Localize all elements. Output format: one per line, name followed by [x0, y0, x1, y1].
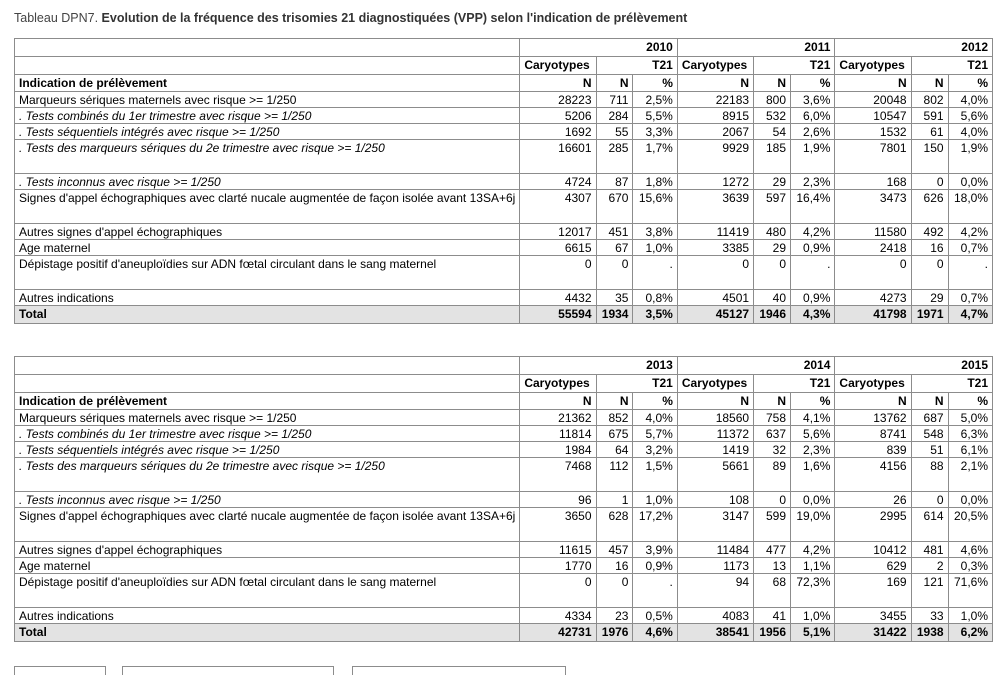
table-cell: 1,0% — [948, 608, 992, 624]
table-cell: . — [948, 256, 992, 290]
total-cell: 31422 — [835, 624, 911, 642]
blank-label-cell — [15, 375, 520, 393]
table-cell: 0 — [835, 256, 911, 290]
table-cell: 0 — [677, 256, 753, 290]
table-cell: 16601 — [520, 140, 596, 174]
sheet-tab-3[interactable] — [352, 666, 566, 675]
total-cell: 4,3% — [791, 306, 835, 324]
table-cell: 1,5% — [633, 458, 677, 492]
table-cell: 64 — [596, 442, 633, 458]
table-cell: 32 — [754, 442, 791, 458]
table-cell: . — [633, 256, 677, 290]
table-cell: 19,0% — [791, 508, 835, 542]
table-cell: 5,7% — [633, 426, 677, 442]
table-cell: 10547 — [835, 108, 911, 124]
table-cell: 591 — [911, 108, 948, 124]
table-cell: 6,0% — [791, 108, 835, 124]
year-header: 2010 — [520, 39, 678, 57]
table-cell: 477 — [754, 542, 791, 558]
table-cell: 3,8% — [633, 224, 677, 240]
year-header-row — [15, 357, 993, 375]
table-cell: 670 — [596, 190, 633, 224]
n-header: N — [677, 75, 753, 92]
total-label: Total — [15, 306, 520, 324]
table-cell: 7468 — [520, 458, 596, 492]
total-cell: 1946 — [754, 306, 791, 324]
n-header: N — [596, 393, 633, 410]
year-header-row — [15, 39, 993, 57]
year-header: 2011 — [677, 39, 835, 57]
table-cell: 0,9% — [633, 558, 677, 574]
table-cell: 1,1% — [791, 558, 835, 574]
row-label: . Tests séquentiels intégrés avec risque >= 1/250 — [15, 442, 520, 458]
table-cell: 11580 — [835, 224, 911, 240]
table-cell: 6,1% — [948, 442, 992, 458]
indication-header: Indication de prélèvement — [15, 393, 520, 410]
table-row — [15, 426, 993, 442]
n-header: N — [835, 393, 911, 410]
caryotypes-header: Caryotypes — [677, 375, 753, 393]
table-cell: 284 — [596, 108, 633, 124]
table-cell: 0 — [754, 492, 791, 508]
table-row — [15, 240, 993, 256]
table-row — [15, 458, 993, 492]
table-cell: 5,0% — [948, 410, 992, 426]
total-cell: 6,2% — [948, 624, 992, 642]
table-cell: 18560 — [677, 410, 753, 426]
table-cell: 1770 — [520, 558, 596, 574]
row-label: . Tests des marqueurs sériques du 2e trimestre avec risque >= 1/250 — [15, 458, 520, 492]
row-label: Signes d'appel échographiques avec clarté nucale augmentée de façon isolée avant 13SA+6j — [15, 508, 520, 542]
table-cell: 2,3% — [791, 174, 835, 190]
year-header: 2014 — [677, 357, 835, 375]
caption-number: Tableau DPN7. — [14, 11, 99, 25]
total-cell: 1976 — [596, 624, 633, 642]
row-label: Autres signes d'appel échographiques — [15, 224, 520, 240]
total-cell: 55594 — [520, 306, 596, 324]
table-cell: 121 — [911, 574, 948, 608]
table-row — [15, 224, 993, 240]
row-label: Marqueurs sériques maternels avec risque >= 1/250 — [15, 92, 520, 108]
table-cell: 532 — [754, 108, 791, 124]
table-cell: 3473 — [835, 190, 911, 224]
table-cell: 17,2% — [633, 508, 677, 542]
total-cell: 42731 — [520, 624, 596, 642]
year-header: 2013 — [520, 357, 678, 375]
table-row — [15, 492, 993, 508]
total-cell: 4,6% — [633, 624, 677, 642]
table-cell: 4,0% — [948, 124, 992, 140]
t21-header: T21 — [911, 57, 992, 75]
table-cell: 839 — [835, 442, 911, 458]
t21-header: T21 — [596, 57, 677, 75]
table-row — [15, 108, 993, 124]
n-header: N — [520, 393, 596, 410]
table-cell: 11372 — [677, 426, 753, 442]
group-header-row — [15, 57, 993, 75]
table-cell: 4156 — [835, 458, 911, 492]
table-row — [15, 124, 993, 140]
t21-header: T21 — [596, 375, 677, 393]
table-cell: 20,5% — [948, 508, 992, 542]
n-header: N — [596, 75, 633, 92]
total-cell: 3,5% — [633, 306, 677, 324]
table-cell: 94 — [677, 574, 753, 608]
column-header-row — [15, 393, 993, 410]
table-cell: 2418 — [835, 240, 911, 256]
table-row — [15, 574, 993, 608]
percent-header: % — [633, 75, 677, 92]
table-cell: 614 — [911, 508, 948, 542]
table-cell: 11484 — [677, 542, 753, 558]
table-cell: 3147 — [677, 508, 753, 542]
table-cell: 0,0% — [948, 492, 992, 508]
total-cell: 4,7% — [948, 306, 992, 324]
table-cell: 0,3% — [948, 558, 992, 574]
table-cell: 5,6% — [791, 426, 835, 442]
table-cell: 112 — [596, 458, 633, 492]
sheet-tab-2[interactable] — [122, 666, 334, 675]
data-table-2013-2015 — [14, 356, 993, 642]
table-cell: 40 — [754, 290, 791, 306]
table-cell: 5,6% — [948, 108, 992, 124]
table-cell: 29 — [754, 174, 791, 190]
table-row — [15, 558, 993, 574]
table-cell: 185 — [754, 140, 791, 174]
table-cell: 88 — [911, 458, 948, 492]
table-cell: 22183 — [677, 92, 753, 108]
sheet-tab-1[interactable] — [14, 666, 106, 675]
table-caption — [14, 11, 687, 25]
table-cell: 2,3% — [791, 442, 835, 458]
table-cell: 2,5% — [633, 92, 677, 108]
table-cell: 3,6% — [791, 92, 835, 108]
table-cell: 54 — [754, 124, 791, 140]
table-cell: 168 — [835, 174, 911, 190]
n-header: N — [677, 393, 753, 410]
table-cell: 687 — [911, 410, 948, 426]
row-label: . Tests combinés du 1er trimestre avec risque >= 1/250 — [15, 426, 520, 442]
table-cell: 3,2% — [633, 442, 677, 458]
table-cell: 285 — [596, 140, 633, 174]
table-cell: 1,8% — [633, 174, 677, 190]
t21-header: T21 — [911, 375, 992, 393]
table-cell: 4273 — [835, 290, 911, 306]
table-cell: 2,6% — [791, 124, 835, 140]
row-label: Dépistage positif d'aneuploïdies sur ADN fœtal circulant dans le sang maternel — [15, 574, 520, 608]
row-label: . Tests inconnus avec risque >= 1/250 — [15, 174, 520, 190]
table-row — [15, 410, 993, 426]
t21-header: T21 — [754, 375, 835, 393]
table-cell: 5661 — [677, 458, 753, 492]
n-header: N — [754, 393, 791, 410]
table-cell: 4,2% — [948, 224, 992, 240]
n-header: N — [754, 75, 791, 92]
blank-corner-cell — [15, 357, 520, 375]
table-cell: . — [633, 574, 677, 608]
table-cell: 55 — [596, 124, 633, 140]
total-row — [15, 306, 993, 324]
table-cell: 0,8% — [633, 290, 677, 306]
table-row — [15, 92, 993, 108]
table-cell: 0 — [754, 256, 791, 290]
row-label: . Tests des marqueurs sériques du 2e trimestre avec risque >= 1/250 — [15, 140, 520, 174]
table-cell: 480 — [754, 224, 791, 240]
caryotypes-header: Caryotypes — [520, 375, 596, 393]
table-cell: 0,9% — [791, 290, 835, 306]
table-cell: 4,6% — [948, 542, 992, 558]
row-label: . Tests inconnus avec risque >= 1/250 — [15, 492, 520, 508]
percent-header: % — [948, 75, 992, 92]
data-table-2010-2012 — [14, 38, 993, 324]
table-cell: 11814 — [520, 426, 596, 442]
n-header: N — [520, 75, 596, 92]
table-cell: 6,3% — [948, 426, 992, 442]
table-cell: 852 — [596, 410, 633, 426]
table-cell: 3455 — [835, 608, 911, 624]
table-cell: 1532 — [835, 124, 911, 140]
caryotypes-header: Caryotypes — [835, 57, 911, 75]
table-cell: 71,6% — [948, 574, 992, 608]
caryotypes-header: Caryotypes — [835, 375, 911, 393]
table-cell: 7801 — [835, 140, 911, 174]
total-cell: 1938 — [911, 624, 948, 642]
table-cell: 18,0% — [948, 190, 992, 224]
table-cell: 2,1% — [948, 458, 992, 492]
table-cell: 599 — [754, 508, 791, 542]
table-cell: 1,0% — [633, 240, 677, 256]
group-header-row — [15, 375, 993, 393]
table-cell: 1419 — [677, 442, 753, 458]
table-cell: 21362 — [520, 410, 596, 426]
table-cell: 0,5% — [633, 608, 677, 624]
table-cell: 4501 — [677, 290, 753, 306]
table-cell: 0 — [911, 174, 948, 190]
table-cell: 26 — [835, 492, 911, 508]
table-cell: 3,9% — [633, 542, 677, 558]
year-header: 2015 — [835, 357, 993, 375]
table-cell: 3639 — [677, 190, 753, 224]
table-cell: 548 — [911, 426, 948, 442]
table-cell: 637 — [754, 426, 791, 442]
table-cell: 0 — [911, 256, 948, 290]
table-cell: 11615 — [520, 542, 596, 558]
row-label: Autres indications — [15, 608, 520, 624]
table-cell: 675 — [596, 426, 633, 442]
table-cell: 758 — [754, 410, 791, 426]
table-cell: 1,9% — [791, 140, 835, 174]
table-cell: 10412 — [835, 542, 911, 558]
percent-header: % — [948, 393, 992, 410]
table-cell: 61 — [911, 124, 948, 140]
table-cell: 0,0% — [791, 492, 835, 508]
table-cell: 16,4% — [791, 190, 835, 224]
caryotypes-header: Caryotypes — [520, 57, 596, 75]
table-cell: 1,7% — [633, 140, 677, 174]
table-cell: 89 — [754, 458, 791, 492]
table-cell: 0 — [520, 574, 596, 608]
table-cell: 1692 — [520, 124, 596, 140]
total-cell: 1971 — [911, 306, 948, 324]
table-cell: 0,0% — [948, 174, 992, 190]
total-cell: 38541 — [677, 624, 753, 642]
table-cell: 13 — [754, 558, 791, 574]
total-row — [15, 624, 993, 642]
table-cell: 16 — [911, 240, 948, 256]
column-header-row — [15, 75, 993, 92]
indication-header: Indication de prélèvement — [15, 75, 520, 92]
table-cell: 15,6% — [633, 190, 677, 224]
table-cell: 169 — [835, 574, 911, 608]
table-cell: 0 — [520, 256, 596, 290]
table-cell: 4307 — [520, 190, 596, 224]
table-cell: 11419 — [677, 224, 753, 240]
table-cell: 3385 — [677, 240, 753, 256]
table-row — [15, 542, 993, 558]
row-label: Autres indications — [15, 290, 520, 306]
table-cell: 51 — [911, 442, 948, 458]
table-cell: 4,2% — [791, 224, 835, 240]
table-cell: 67 — [596, 240, 633, 256]
table-cell: 6615 — [520, 240, 596, 256]
table-cell: 29 — [754, 240, 791, 256]
table-cell: 8915 — [677, 108, 753, 124]
table-row — [15, 174, 993, 190]
table-cell: 626 — [911, 190, 948, 224]
table-row — [15, 290, 993, 306]
table-row — [15, 442, 993, 458]
n-header: N — [911, 75, 948, 92]
row-label: Autres signes d'appel échographiques — [15, 542, 520, 558]
table-cell: 629 — [835, 558, 911, 574]
table-cell: 802 — [911, 92, 948, 108]
row-label: Signes d'appel échographiques avec clarté nucale augmentée de façon isolée avant 13SA+6j — [15, 190, 520, 224]
total-label: Total — [15, 624, 520, 642]
table-cell: 0 — [596, 574, 633, 608]
table-cell: 4,2% — [791, 542, 835, 558]
table-cell: 68 — [754, 574, 791, 608]
total-cell: 1956 — [754, 624, 791, 642]
table-cell: 1,9% — [948, 140, 992, 174]
blank-corner-cell — [15, 39, 520, 57]
table-cell: 4334 — [520, 608, 596, 624]
table-row — [15, 140, 993, 174]
table-cell: 4432 — [520, 290, 596, 306]
table-cell: 4,0% — [633, 410, 677, 426]
percent-header: % — [791, 393, 835, 410]
table-cell: 451 — [596, 224, 633, 240]
table-cell: 4724 — [520, 174, 596, 190]
total-cell: 41798 — [835, 306, 911, 324]
table-cell: 4083 — [677, 608, 753, 624]
table-cell: 5,5% — [633, 108, 677, 124]
table-cell: 492 — [911, 224, 948, 240]
table-cell: 87 — [596, 174, 633, 190]
table-cell: 13762 — [835, 410, 911, 426]
table-cell: 41 — [754, 608, 791, 624]
table-cell: 4,1% — [791, 410, 835, 426]
table-cell: 28223 — [520, 92, 596, 108]
table-row — [15, 190, 993, 224]
table-cell: 12017 — [520, 224, 596, 240]
n-header: N — [835, 75, 911, 92]
table-cell: 1,0% — [791, 608, 835, 624]
table-cell: 0 — [911, 492, 948, 508]
table-cell: . — [791, 256, 835, 290]
row-label: Marqueurs sériques maternels avec risque >= 1/250 — [15, 410, 520, 426]
table-cell: 0,7% — [948, 240, 992, 256]
table-cell: 2 — [911, 558, 948, 574]
table-cell: 5206 — [520, 108, 596, 124]
caption-title: Evolution de la fréquence des trisomies 21 diagnostiquées (VPP) selon l'indication de prélèvement — [98, 11, 688, 25]
row-label: Age maternel — [15, 240, 520, 256]
table-cell: 481 — [911, 542, 948, 558]
table-cell: 1272 — [677, 174, 753, 190]
table-cell: 2067 — [677, 124, 753, 140]
table-cell: 1,0% — [633, 492, 677, 508]
caryotypes-header: Caryotypes — [677, 57, 753, 75]
table-cell: 1 — [596, 492, 633, 508]
table-cell: 33 — [911, 608, 948, 624]
row-label: . Tests combinés du 1er trimestre avec risque >= 1/250 — [15, 108, 520, 124]
total-cell: 5,1% — [791, 624, 835, 642]
total-cell: 1934 — [596, 306, 633, 324]
table-cell: 150 — [911, 140, 948, 174]
t21-header: T21 — [754, 57, 835, 75]
table-cell: 108 — [677, 492, 753, 508]
table-cell: 20048 — [835, 92, 911, 108]
table-cell: 72,3% — [791, 574, 835, 608]
table-cell: 4,0% — [948, 92, 992, 108]
blank-label-cell — [15, 57, 520, 75]
table-cell: 16 — [596, 558, 633, 574]
table-cell: 3,3% — [633, 124, 677, 140]
table-cell: 457 — [596, 542, 633, 558]
table-cell: 0,7% — [948, 290, 992, 306]
row-label: Age maternel — [15, 558, 520, 574]
table-cell: 29 — [911, 290, 948, 306]
table-cell: 96 — [520, 492, 596, 508]
table-cell: 2995 — [835, 508, 911, 542]
table-cell: 23 — [596, 608, 633, 624]
row-label: Dépistage positif d'aneuploïdies sur ADN fœtal circulant dans le sang maternel — [15, 256, 520, 290]
table-cell: 0,9% — [791, 240, 835, 256]
table-cell: 0 — [596, 256, 633, 290]
year-header: 2012 — [835, 39, 993, 57]
table-cell: 8741 — [835, 426, 911, 442]
table-cell: 628 — [596, 508, 633, 542]
row-label: . Tests séquentiels intégrés avec risque >= 1/250 — [15, 124, 520, 140]
table-row — [15, 608, 993, 624]
table-cell: 800 — [754, 92, 791, 108]
table-cell: 3650 — [520, 508, 596, 542]
table-row — [15, 508, 993, 542]
table-cell: 711 — [596, 92, 633, 108]
percent-header: % — [791, 75, 835, 92]
table-cell: 9929 — [677, 140, 753, 174]
table-cell: 1,6% — [791, 458, 835, 492]
table-cell: 1173 — [677, 558, 753, 574]
table-cell: 1984 — [520, 442, 596, 458]
n-header: N — [911, 393, 948, 410]
percent-header: % — [633, 393, 677, 410]
table-cell: 597 — [754, 190, 791, 224]
total-cell: 45127 — [677, 306, 753, 324]
table-cell: 35 — [596, 290, 633, 306]
table-row — [15, 256, 993, 290]
